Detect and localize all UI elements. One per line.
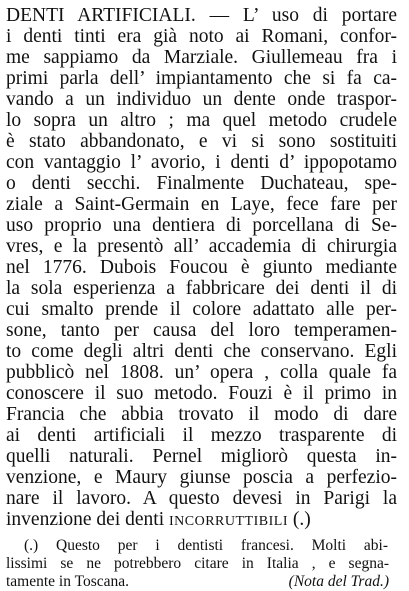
- translator-note-attribution: (Nota del Trad.): [288, 573, 389, 590]
- entry-line: nel 1776. Dubois Foucou è giunto mediante: [6, 257, 397, 278]
- entry-line: me sappiamo da Marziale. Giullemeau fra i: [6, 47, 397, 68]
- entry-line: i denti tinti era già noto ai Romani, confor-: [6, 26, 397, 47]
- footnote-line-last: [6, 573, 389, 591]
- entry-smallcaps-word: incorruttibili: [169, 509, 288, 530]
- entry-line: ai denti artificiali il mezzo trasparente di: [6, 425, 397, 446]
- entry-line: venzione, e Maury giunse poscia a perfezio-: [6, 467, 397, 488]
- entry-line: cui smalto prende il colore adattato alle per-: [6, 299, 397, 320]
- entry-line: DENTI ARTIFICIALI. — L’ uso di portare: [6, 5, 397, 26]
- entry-line: pubblicò nel 1808. un’ opera , colla quale fa: [6, 362, 397, 383]
- entry-line: Francia che abbia trovato il modo di dare: [6, 404, 397, 425]
- entry-line: quelli naturali. Pernel migliorò questa in-: [6, 446, 397, 467]
- entry-line: la sola esperienza a fabbricare dei denti il di: [6, 278, 397, 299]
- entry-line: to come degli altri denti che conservano. Egli: [6, 341, 397, 362]
- entry-line: nare il lavoro. A questo devesi in Parigi la: [6, 488, 397, 509]
- entry-line: con vantaggio l’ avorio, i denti d’ ippopotamo: [6, 152, 397, 173]
- entry-line: conoscere il suo metodo. Fouzi è il primo in: [6, 383, 397, 404]
- footnote-line: lissimi se ne potrebbero citare in Italia , e segna-: [6, 555, 389, 572]
- entry-line: uso proprio una dentiera di porcellana di Se-: [6, 215, 397, 236]
- entry-line: sone, tanto per causa del loro temperamen-: [6, 320, 397, 341]
- footnote-text: tamente in Toscana.: [6, 573, 130, 590]
- entry-last-line-text: invenzione dei denti: [6, 509, 165, 530]
- entry-line: vando a un individuo un dente onde traspor-: [6, 89, 397, 110]
- entry-last-line: [6, 510, 397, 530]
- entry-line: o denti secchi. Finalmente Duchateau, spe-: [6, 173, 397, 194]
- entry-line: primi parla dell’ impiantamento che si fa ca-: [6, 68, 397, 89]
- entry-line: è stato abbandonato, e vi si sono sostituiti: [6, 131, 397, 152]
- entry-line: lo sopra un altro ; ma quel metodo crudele: [6, 110, 397, 131]
- footnote-marker: (.): [292, 509, 311, 530]
- entry-line: vres, e la presentò all’ accademia di chirurgia: [6, 236, 397, 257]
- footnote-line: (.) Questo per i dentisti francesi. Molti abi-: [24, 537, 388, 554]
- entry-line: ziale a Saint-Germain en Laye, fece fare per: [6, 194, 397, 215]
